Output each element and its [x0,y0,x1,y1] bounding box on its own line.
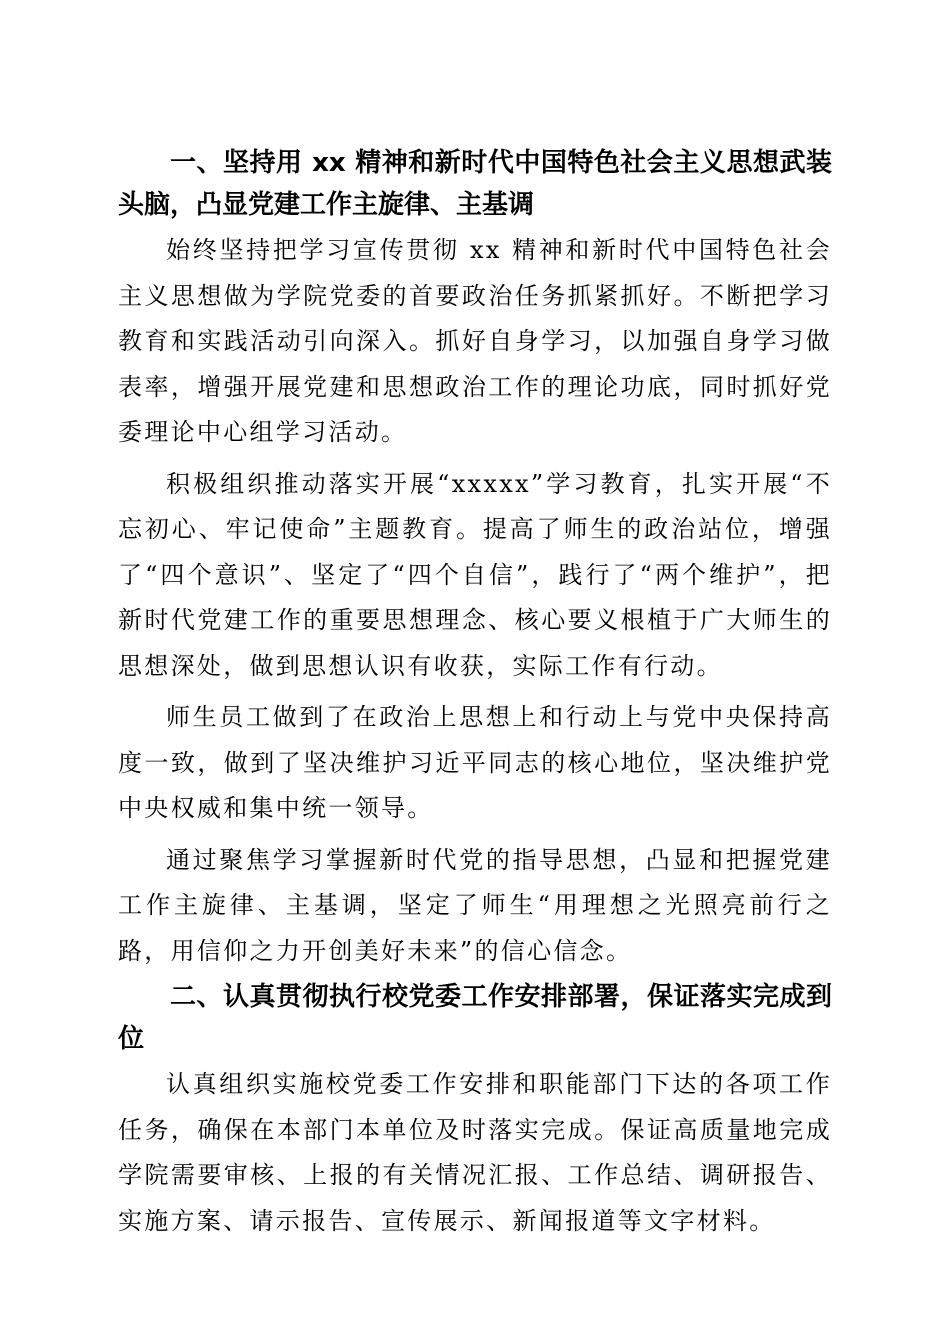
document-body [118,142,832,1244]
section-1-heading: 一、坚持用 xx 精神和新时代中国特色社会主义思想武装头脑，凸显党建工作主旋律、主基调 [118,148,832,220]
section-2-heading: 二、认真贯彻执行校党委工作安排部署，保证落实完成到位 [118,982,832,1054]
section-1-paragraph-2: 积极组织推动落实开展“xxxxx”学习教育，扎实开展“不忘初心、牢记使命”主题教育。提高了师生的政治站位，增强了“四个意识”、坚定了“四个自信”，践行了“两个维护”，把新时代党建工作的重要思想理念、核心要义根植于广大师生的思想深处，做到思想认识有收获，实际工作有行动。 [118,469,832,680]
section-2-paragraph-1: 认真组织实施校党委工作安排和职能部门下达的各项工作任务，确保在本部门本单位及时落实完成。保证高质量地完成学院需要审核、上报的有关情况汇报、工作总结、调研报告、实施方案、请示报告、宣传展示、新闻报道等文字材料。 [118,1070,832,1235]
section-1-paragraph-1: 始终坚持把学习宣传贯彻 xx 精神和新时代中国特色社会主义思想做为学院党委的首要政治任务抓紧抓好。不断把学习教育和实践活动引向深入。抓好自身学习，以加强自身学习做表率，增强开展党建和思想政治工作的理论功底，同时抓好党委理论中心组学习活动。 [118,236,832,446]
section-1-paragraph-3: 师生员工做到了在政治上思想上和行动上与党中央保持高度一致，做到了坚决维护习近平同志的核心地位，坚决维护党中央权威和集中统一领导。 [118,703,832,822]
section-1-paragraph-4: 通过聚焦学习掌握新时代党的指导思想，凸显和把握党建工作主旋律、主基调，坚定了师生“用理想之光照亮前行之路，用信仰之力开创美好未来”的信心信念。 [118,845,832,965]
